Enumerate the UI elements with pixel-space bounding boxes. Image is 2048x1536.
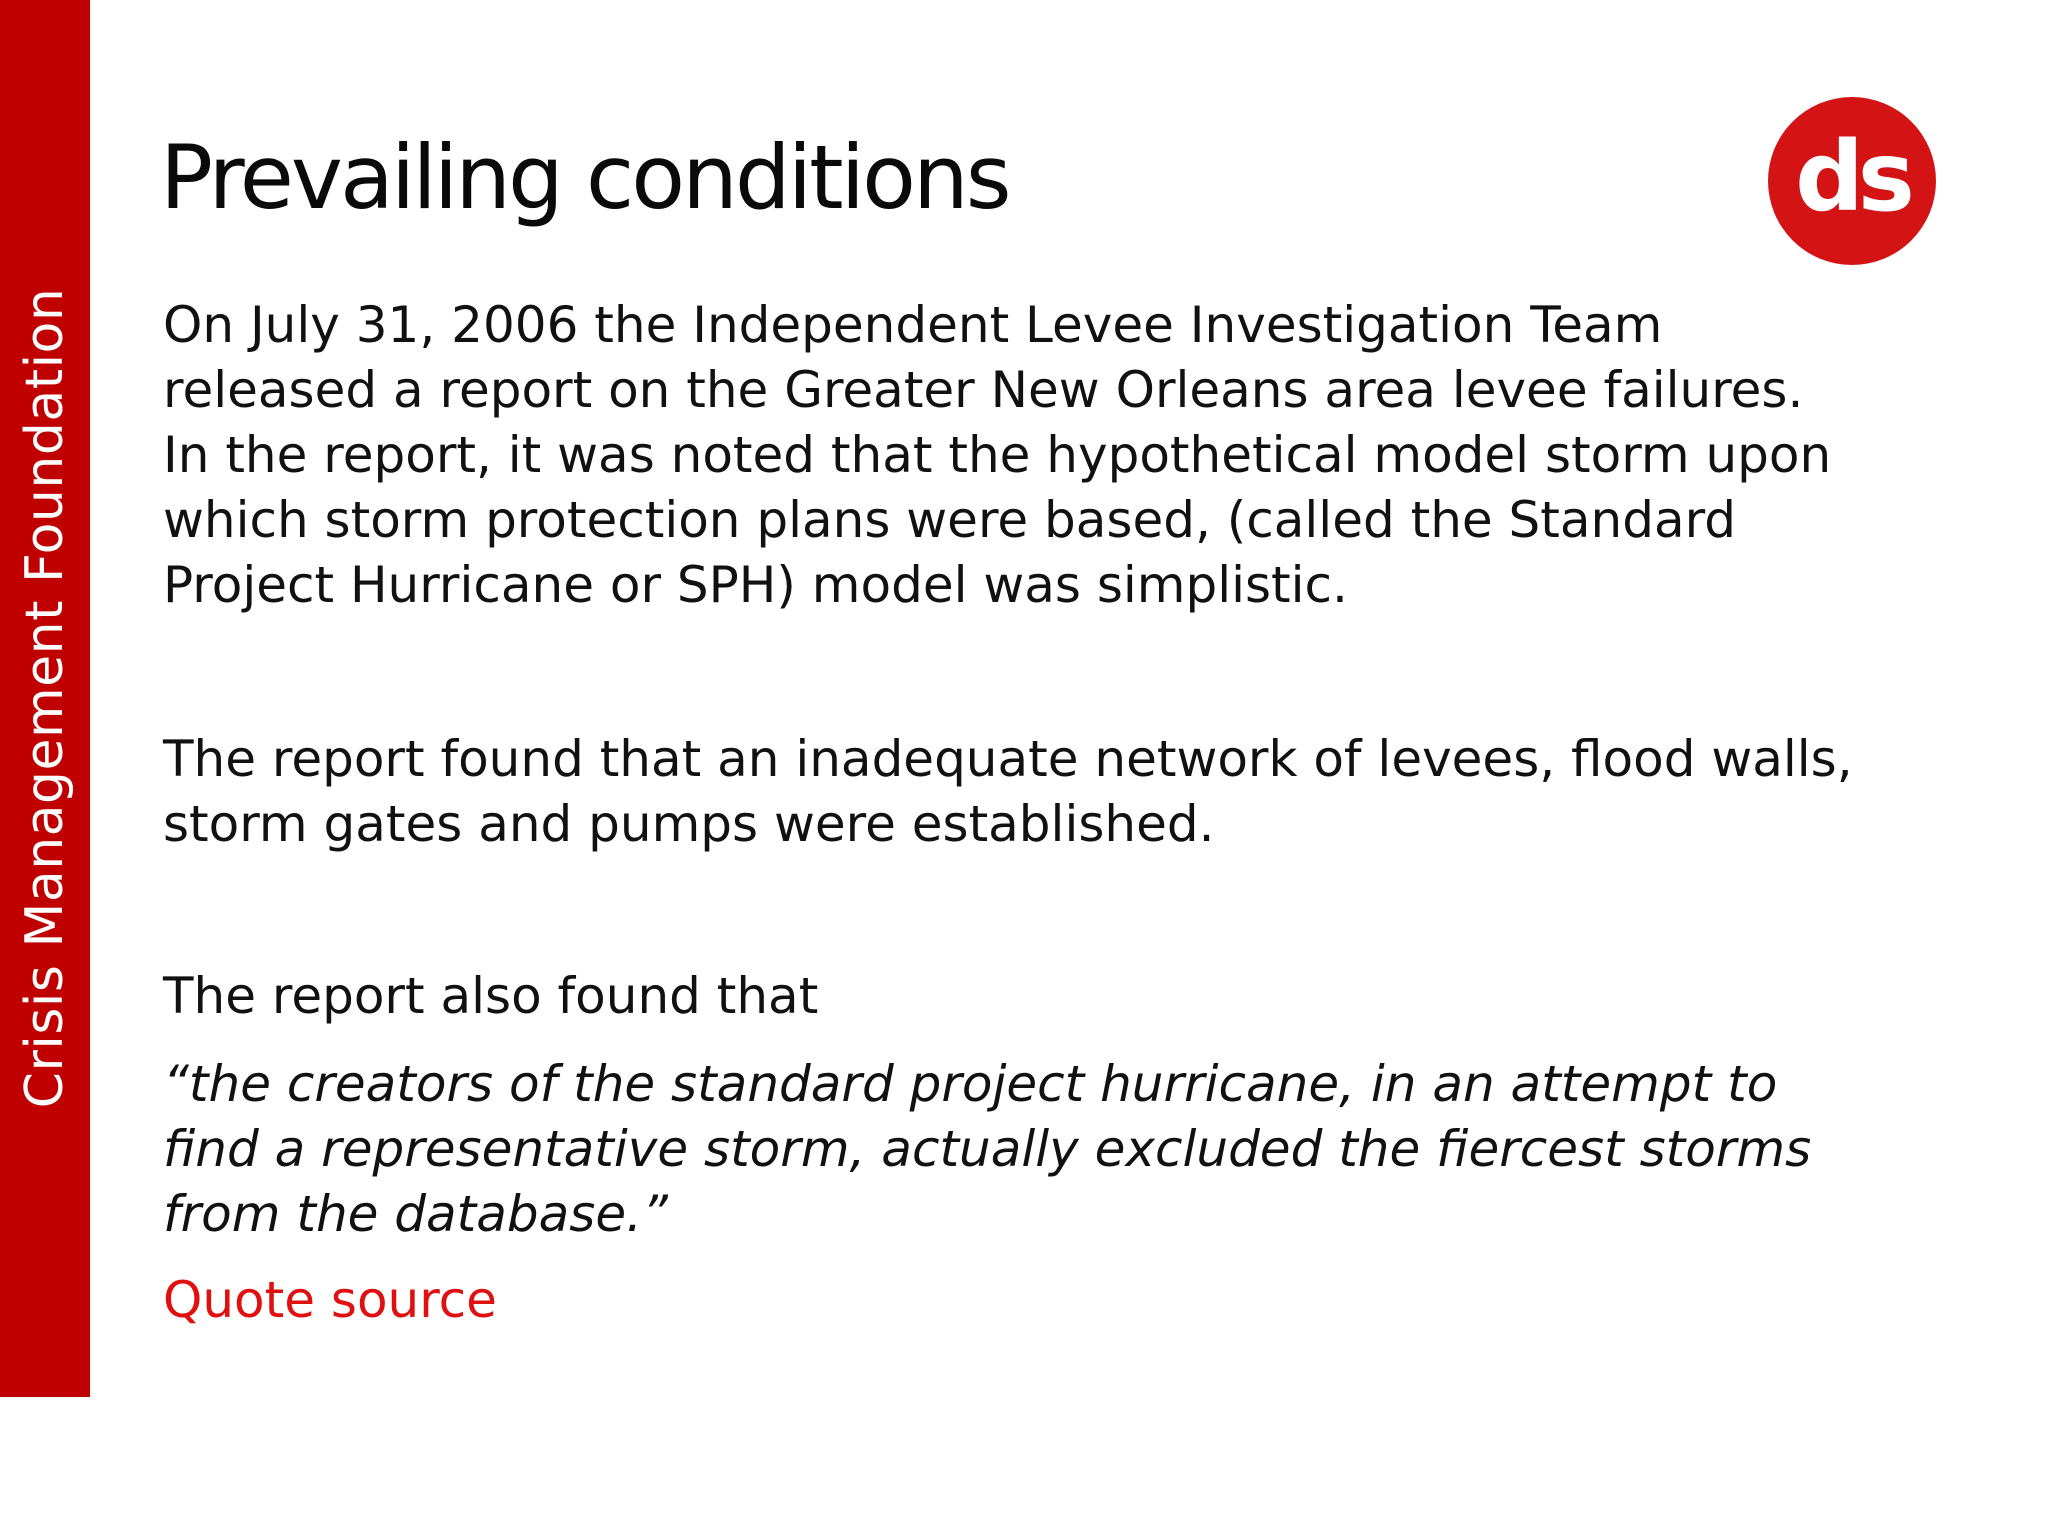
text-line: The report found that an inadequate network of levees, flood walls, [163, 730, 1853, 788]
quote-source-link[interactable]: Quote source [163, 1271, 497, 1329]
text-line: storm gates and pumps were established. [163, 795, 1215, 853]
paragraph-also-found [163, 964, 1903, 1029]
text-line: Project Hurricane or SPH) model was simplistic. [163, 556, 1348, 614]
ds-logo [1768, 97, 1936, 265]
quote-line: from the database.” [163, 1185, 668, 1243]
slide-title: Prevailing conditions [160, 126, 1009, 229]
sidebar-label: Crisis Management Foundation [15, 287, 75, 1109]
text-line: In the report, it was noted that the hypothetical model storm upon [163, 426, 1832, 484]
quote-line: “the creators of the standard project hurricane, in an attempt to [163, 1055, 1778, 1113]
paragraph-inadequate-network [163, 727, 1903, 857]
paragraph-report-intro [163, 293, 1903, 618]
quote-block [163, 1052, 1903, 1247]
quote-line: find a representative storm, actually excluded the fiercest storms [163, 1120, 1812, 1178]
sidebar-band [0, 0, 90, 1397]
logo-text: ds [1795, 121, 1909, 233]
text-line: which storm protection plans were based, (called the Standard [163, 491, 1736, 549]
text-line: On July 31, 2006 the Independent Levee Investigation Team [163, 296, 1663, 354]
text-line: The report also found that [163, 967, 819, 1025]
text-line: released a report on the Greater New Orleans area levee failures. [163, 361, 1804, 419]
